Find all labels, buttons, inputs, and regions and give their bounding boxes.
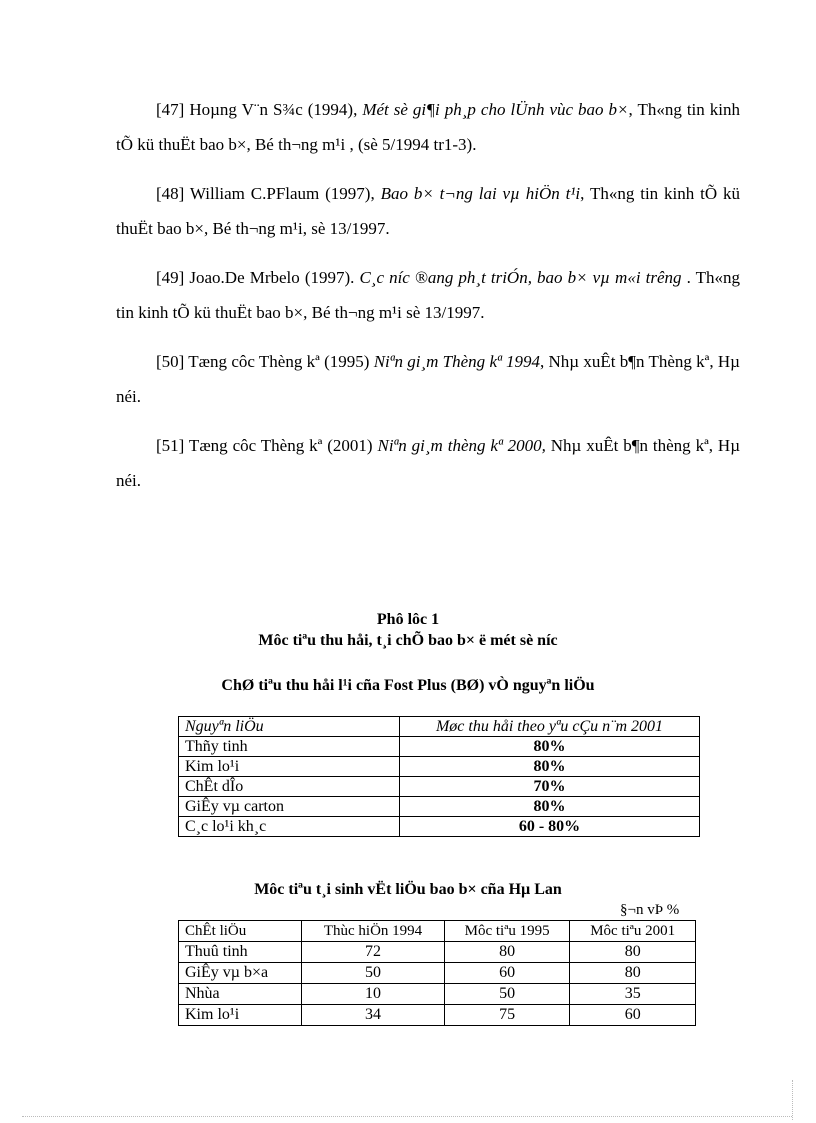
appendix-title: Môc tiªu thu håi, t¸i chÕ bao b× ë mét sè níc [258,632,558,649]
recycling-targets-table [178,920,696,1026]
table-cell: 80 [570,963,696,984]
table-row [179,1005,696,1026]
table-cell: C¸c lo¹i kh¸c [179,817,400,837]
reference-item: [49] Joao.De Mrbelo (1997). C¸c níc ®ang ph¸t triÓn, bao b× vµ m«i trêng . Th«ng tin kinh tÕ kü thuËt bao b×, Bé th¬ng m¹i sè 13/1997. [116,268,740,322]
table-header-row [179,717,700,737]
table-row [179,942,696,963]
table-row [179,984,696,1005]
table-cell: 10 [302,984,445,1005]
recovery-targets-table [178,716,700,837]
table-cell: 80 [570,942,696,963]
table-cell: 80% [400,757,700,777]
table-header-cell: Môc tiªu 1995 [444,921,570,942]
table-cell: 60 [444,963,570,984]
table-cell: 34 [302,1005,445,1026]
table-row [179,777,700,797]
table-cell: 35 [570,984,696,1005]
table-cell: 72 [302,942,445,963]
table-row [179,797,700,817]
table-header-cell: Møc thu håi theo yªu cÇu n¨m 2001 [400,717,700,737]
reference-list [116,92,740,512]
table-cell: Nhùa [179,984,302,1005]
table-header-cell: Thùc hiÖn 1994 [302,921,445,942]
table-cell: 70% [400,777,700,797]
table2-title: Môc tiªu t¸i sinh vËt liÖu bao b× cña Hµ Lan [254,881,562,898]
table-cell: GiÊy vµ carton [179,797,400,817]
table-cell: Thuû tinh [179,942,302,963]
table-row [179,737,700,757]
table-cell: ChÊt dÎo [179,777,400,797]
appendix-label: Phô lôc 1 [376,611,440,628]
reference-item: [50] Tæng côc Thèng kª (1995) Niªn gi¸m Thèng kª 1994, Nhµ xuÊt b¶n Thèng kª, Hµ néi. [116,352,740,406]
reference-item: [47] Hoµng V¨n S¾c (1994), Mét sè gi¶i ph¸p cho lÜnh vùc bao b×, Th«ng tin kinh tÕ kü thuËt bao b×, Bé th¬ng m¹i , (sè 5/1994 tr1-3). [116,100,740,154]
reference-item: [48] William C.PFlaum (1997), Bao b× t¬ng lai vµ hiÖn t¹i, Th«ng tin kinh tÕ kü thuËt bao b×, Bé th¬ng m¹i, sè 13/1997. [116,184,741,238]
table-cell: Thñy tinh [179,737,400,757]
table-row [179,817,700,837]
table-cell: Kim lo¹i [179,757,400,777]
table-cell: GiÊy vµ b×a [179,963,302,984]
table-cell: 50 [444,984,570,1005]
table-cell: 80% [400,797,700,817]
table-cell: 75 [444,1005,570,1026]
table-header-cell: ChÊt liÖu [179,921,302,942]
table-row [179,963,696,984]
page-border-bottom [22,1116,792,1117]
table-header-cell: Nguyªn liÖu [179,717,400,737]
table-cell: 50 [302,963,445,984]
reference-item: [51] Tæng côc Thèng kª (2001) Niªn gi¸m thèng kª 2000, Nhµ xuÊt b¶n thèng kª, Hµ néi. [116,436,740,490]
unit-label: §¬n vÞ % [620,902,680,918]
page-border-right [792,1080,793,1120]
table1-title: ChØ tiªu thu håi l¹i cña Fost Plus (BØ) vÒ nguyªn liÖu [221,677,595,694]
table-cell: 80% [400,737,700,757]
table-header-row [179,921,696,942]
table-cell: 60 - 80% [400,817,700,837]
table-cell: Kim lo¹i [179,1005,302,1026]
table-header-cell: Môc tiªu 2001 [570,921,696,942]
table-cell: 80 [444,942,570,963]
table-cell: 60 [570,1005,696,1026]
table-row [179,757,700,777]
